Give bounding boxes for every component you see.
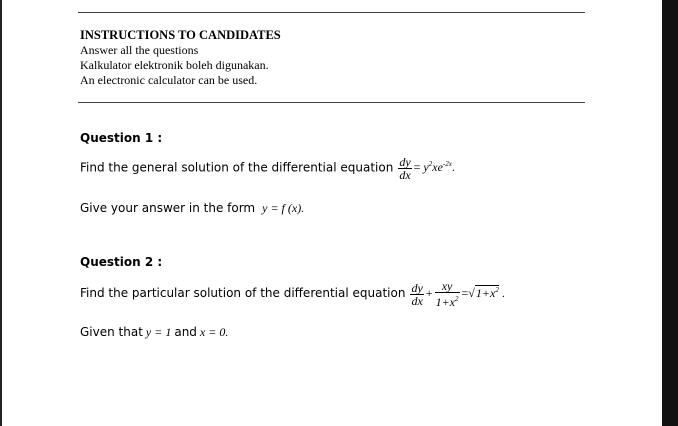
question-1-form: y = f (x). [262,201,305,215]
instruction-line: Answer all the questions [80,43,199,57]
page-left-border [0,0,2,426]
instructions-heading: INSTRUCTIONS TO CANDIDATES [80,28,281,42]
question-1-title: Question 1 : [80,131,163,145]
question-2-prompt: Find the particular solution of the differential equation [80,285,406,300]
condition-and: and [174,325,197,339]
question-2-title: Question 2 : [80,255,163,269]
question-2-equation: $\frac{dy}{dx}$ + $\frac{xy}{1+x^2}$ $=√1+x^2$ . [411,279,505,309]
question-1-followup-text: Give your answer in the form [80,201,256,215]
question-2-prompt-line [80,280,505,308]
top-divider [78,12,585,13]
page-right-border [662,0,678,426]
question-1-equation: $\frac{dy}{dx}$ = $y^2xe^{-2x}$. [399,155,455,182]
question-1-prompt-line [80,156,455,181]
question-1-prompt: Find the general solution of the differential equation [80,160,394,175]
instruction-line: An electronic calculator can be used. [80,73,258,87]
condition-x: x = 0. [199,325,229,339]
instruction-line: Kalkulator elektronik boleh digunakan. [80,58,269,72]
derivative-fraction: $\frac{dy}{dx}$ [411,280,423,308]
condition-prefix: Given that [80,325,143,339]
question-2-condition [80,325,228,340]
instructions-divider [78,102,585,103]
question-1-followup [80,201,304,216]
condition-y: y = 1 [145,325,172,339]
coefficient-fraction: $\frac{xy}{1+x^2}$ [435,279,459,309]
instructions-block [80,28,281,88]
derivative-fraction: $\frac{dy}{dx}$ [399,155,411,182]
